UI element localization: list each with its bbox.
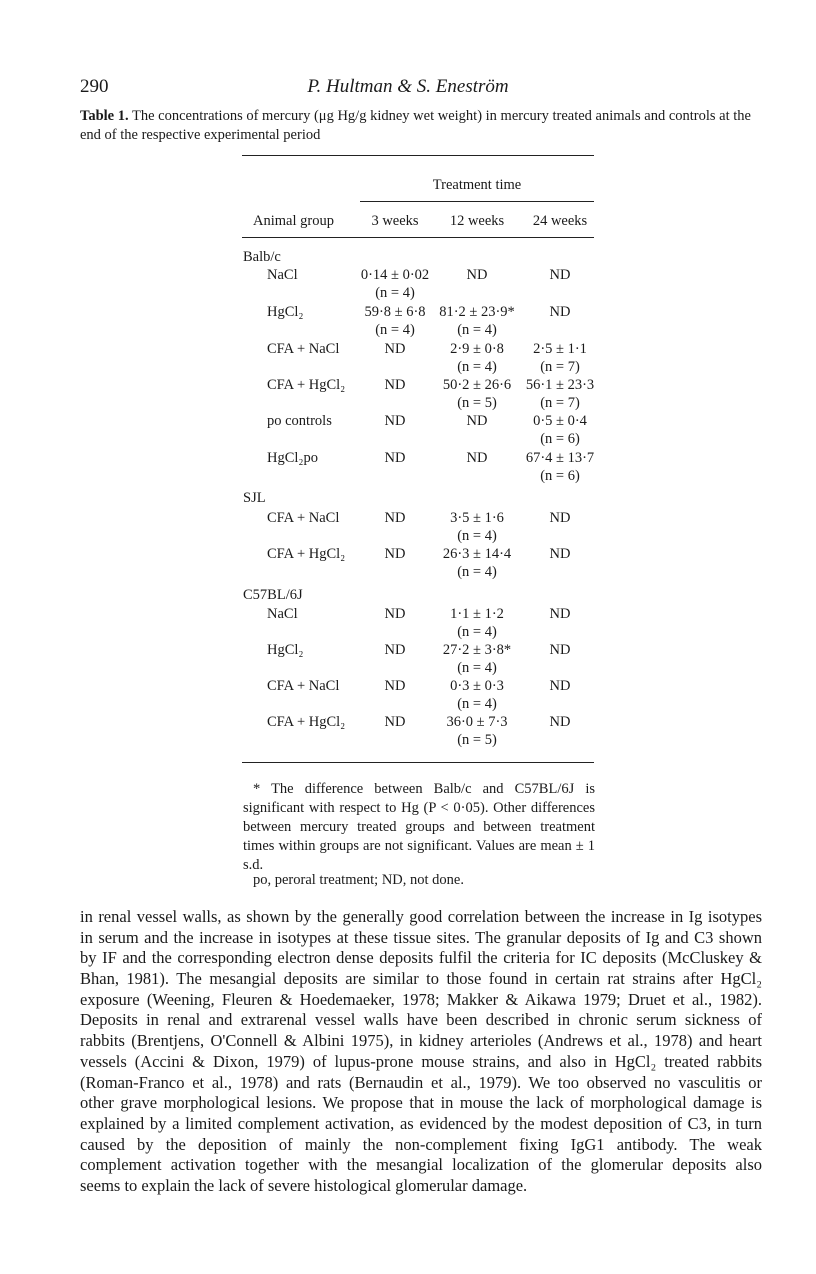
cell-24-weeks: ND xyxy=(549,267,571,283)
cell-3-weeks: 0·14 ± 0·02 xyxy=(360,267,430,283)
row-label: NaCl xyxy=(267,267,298,283)
cell-3-weeks: ND xyxy=(384,606,406,622)
cell-24-weeks-n: (n = 6) xyxy=(540,468,580,484)
group-label: C57BL/6J xyxy=(243,587,303,603)
span-header-rule xyxy=(360,201,594,202)
cell-12-weeks-n: (n = 5) xyxy=(457,395,497,411)
footnote-significance: * The difference between Balb/c and C57BL/6J is significant with respect to Hg (P < 0·05). Other differences between mercury treated groups and between treatment times within groups are not significant. Values are mean ± 1 s.d. xyxy=(243,781,595,873)
cell-12-weeks-n: (n = 4) xyxy=(457,696,497,712)
cell-12-weeks: 50·2 ± 26·6 xyxy=(442,377,512,393)
caption-text: The concentrations of mercury (μg Hg/g kidney wet weight) in mercury treated animals and controls at the end of the respective experimental period xyxy=(80,108,751,143)
table-bottom-rule xyxy=(242,762,594,763)
group-label: SJL xyxy=(243,490,266,506)
body-line: Bhan, 1981). The mesangial deposits are similar to those found in certain rat strains after HgCl₂ xyxy=(80,969,762,989)
table-caption xyxy=(80,107,760,145)
body-line: (Roman-Franco et al., 1978) and rats (Bernaudin et al., 1979). We too observed no vasculitis or xyxy=(80,1072,762,1092)
cell-3-weeks: ND xyxy=(384,678,406,694)
body-line: vessels (Accini & Dixon, 1979) of lupus-prone mouse strains, and also in HgCl₂ treated rabbits xyxy=(80,1051,762,1071)
row-label: po controls xyxy=(267,413,332,429)
cell-12-weeks: ND xyxy=(466,450,488,466)
col-header-12w: 12 weeks xyxy=(449,213,505,229)
row-label: HgCl₂ xyxy=(267,642,304,658)
cell-12-weeks: 81·2 ± 23·9* xyxy=(439,304,515,320)
table-top-rule xyxy=(242,155,594,156)
body-text xyxy=(80,907,762,1197)
body-line: explained by a limited complement activation, as evidenced by the modest deposition of C3, in turn xyxy=(80,1113,762,1133)
row-label: CFA + HgCl₂ xyxy=(267,714,346,730)
body-line: Deposits in renal and extrarenal vessel walls have been described in chronic serum sickness of xyxy=(80,1010,762,1030)
cell-24-weeks: ND xyxy=(549,714,571,730)
col-header-group: Animal group xyxy=(253,213,334,229)
cell-24-weeks: 0·5 ± 0·4 xyxy=(533,413,587,429)
cell-12-weeks: 0·3 ± 0·3 xyxy=(450,678,504,694)
group-label: Balb/c xyxy=(243,249,281,265)
row-label: CFA + HgCl₂ xyxy=(267,377,346,393)
cell-12-weeks-n: (n = 4) xyxy=(457,564,497,580)
body-line: caused by the deposition of mainly the non-complement fixing IgG1 antibody. The weak xyxy=(80,1134,762,1154)
body-line: rabbits (Brentjens, O'Connell & Albini 1975), in kidney arterioles (Andrews et al., 1978) and heart xyxy=(80,1031,762,1051)
cell-24-weeks: ND xyxy=(549,546,571,562)
body-line: exposure (Weening, Fleuren & Hoedemaeker, 1978; Makker & Aikawa 1979; Druet et al., 1982). xyxy=(80,989,762,1009)
cell-12-weeks-n: (n = 4) xyxy=(457,359,497,375)
cell-3-weeks: ND xyxy=(384,413,406,429)
body-line: in serum and the increase in isotypes at these tissue sites. The granular deposits of Ig and C3 shown xyxy=(80,927,762,947)
cell-24-weeks-n: (n = 7) xyxy=(540,395,580,411)
cell-12-weeks: 1·1 ± 1·2 xyxy=(450,606,504,622)
cell-12-weeks-n: (n = 4) xyxy=(457,660,497,676)
cell-3-weeks: ND xyxy=(384,714,406,730)
span-header: Treatment time xyxy=(432,177,522,193)
cell-24-weeks-n: (n = 6) xyxy=(540,431,580,447)
cell-12-weeks-n: (n = 4) xyxy=(457,624,497,640)
cell-24-weeks: 56·1 ± 23·3 xyxy=(525,377,595,393)
row-label: NaCl xyxy=(267,606,298,622)
row-label: CFA + NaCl xyxy=(267,510,340,526)
cell-3-weeks: ND xyxy=(384,510,406,526)
cell-3-weeks: 59·8 ± 6·8 xyxy=(364,304,426,320)
running-head: P. Hultman & S. Eneström xyxy=(307,76,509,97)
cell-24-weeks: 2·5 ± 1·1 xyxy=(533,341,587,357)
cell-24-weeks-n: (n = 7) xyxy=(540,359,580,375)
cell-12-weeks: 36·0 ± 7·3 xyxy=(446,714,508,730)
cell-3-weeks-n: (n = 4) xyxy=(375,285,415,301)
cell-3-weeks: ND xyxy=(384,450,406,466)
header-bottom-rule xyxy=(242,237,594,238)
cell-3-weeks-n: (n = 4) xyxy=(375,322,415,338)
cell-24-weeks: 67·4 ± 13·7 xyxy=(525,450,595,466)
page-number: 290 xyxy=(80,76,109,97)
caption-label: Table 1. xyxy=(80,108,129,124)
cell-12-weeks: 3·5 ± 1·6 xyxy=(450,510,504,526)
body-line: seems to explain the lack of severe histological glomerular damage. xyxy=(80,1175,528,1195)
body-line: in renal vessel walls, as shown by the generally good correlation between the increase in Ig isotypes xyxy=(80,907,762,926)
cell-12-weeks-n: (n = 4) xyxy=(457,528,497,544)
cell-24-weeks: ND xyxy=(549,678,571,694)
body-line: complement activation together with the mesangial localization of the glomerular deposits also xyxy=(80,1155,762,1175)
cell-24-weeks: ND xyxy=(549,606,571,622)
col-header-3w: 3 weeks xyxy=(371,213,419,229)
row-label: CFA + NaCl xyxy=(267,341,340,357)
row-label: CFA + NaCl xyxy=(267,678,340,694)
cell-3-weeks: ND xyxy=(384,642,406,658)
cell-3-weeks: ND xyxy=(384,341,406,357)
row-label: HgCl₂po xyxy=(267,450,318,466)
cell-12-weeks: 26·3 ± 14·4 xyxy=(442,546,512,562)
cell-12-weeks-n: (n = 5) xyxy=(457,732,497,748)
col-header-24w: 24 weeks xyxy=(532,213,588,229)
cell-3-weeks: ND xyxy=(384,377,406,393)
cell-3-weeks: ND xyxy=(384,546,406,562)
row-label: CFA + HgCl₂ xyxy=(267,546,346,562)
cell-12-weeks: ND xyxy=(466,267,488,283)
cell-24-weeks: ND xyxy=(549,304,571,320)
cell-12-weeks-n: (n = 4) xyxy=(457,322,497,338)
cell-12-weeks: ND xyxy=(466,413,488,429)
cell-24-weeks: ND xyxy=(549,642,571,658)
cell-12-weeks: 2·9 ± 0·8 xyxy=(450,341,504,357)
row-label: HgCl₂ xyxy=(267,304,304,320)
footnote-abbreviations: po, peroral treatment; ND, not done. xyxy=(253,872,464,888)
cell-24-weeks: ND xyxy=(549,510,571,526)
body-line: other grave morphological lesions. We propose that in mouse the lack of morphological damage is xyxy=(80,1093,762,1113)
cell-12-weeks: 27·2 ± 3·8* xyxy=(442,642,512,658)
body-line: by IF and the corresponding electron dense deposits fulfil the criteria for IC deposits (McCluskey & xyxy=(80,948,762,968)
